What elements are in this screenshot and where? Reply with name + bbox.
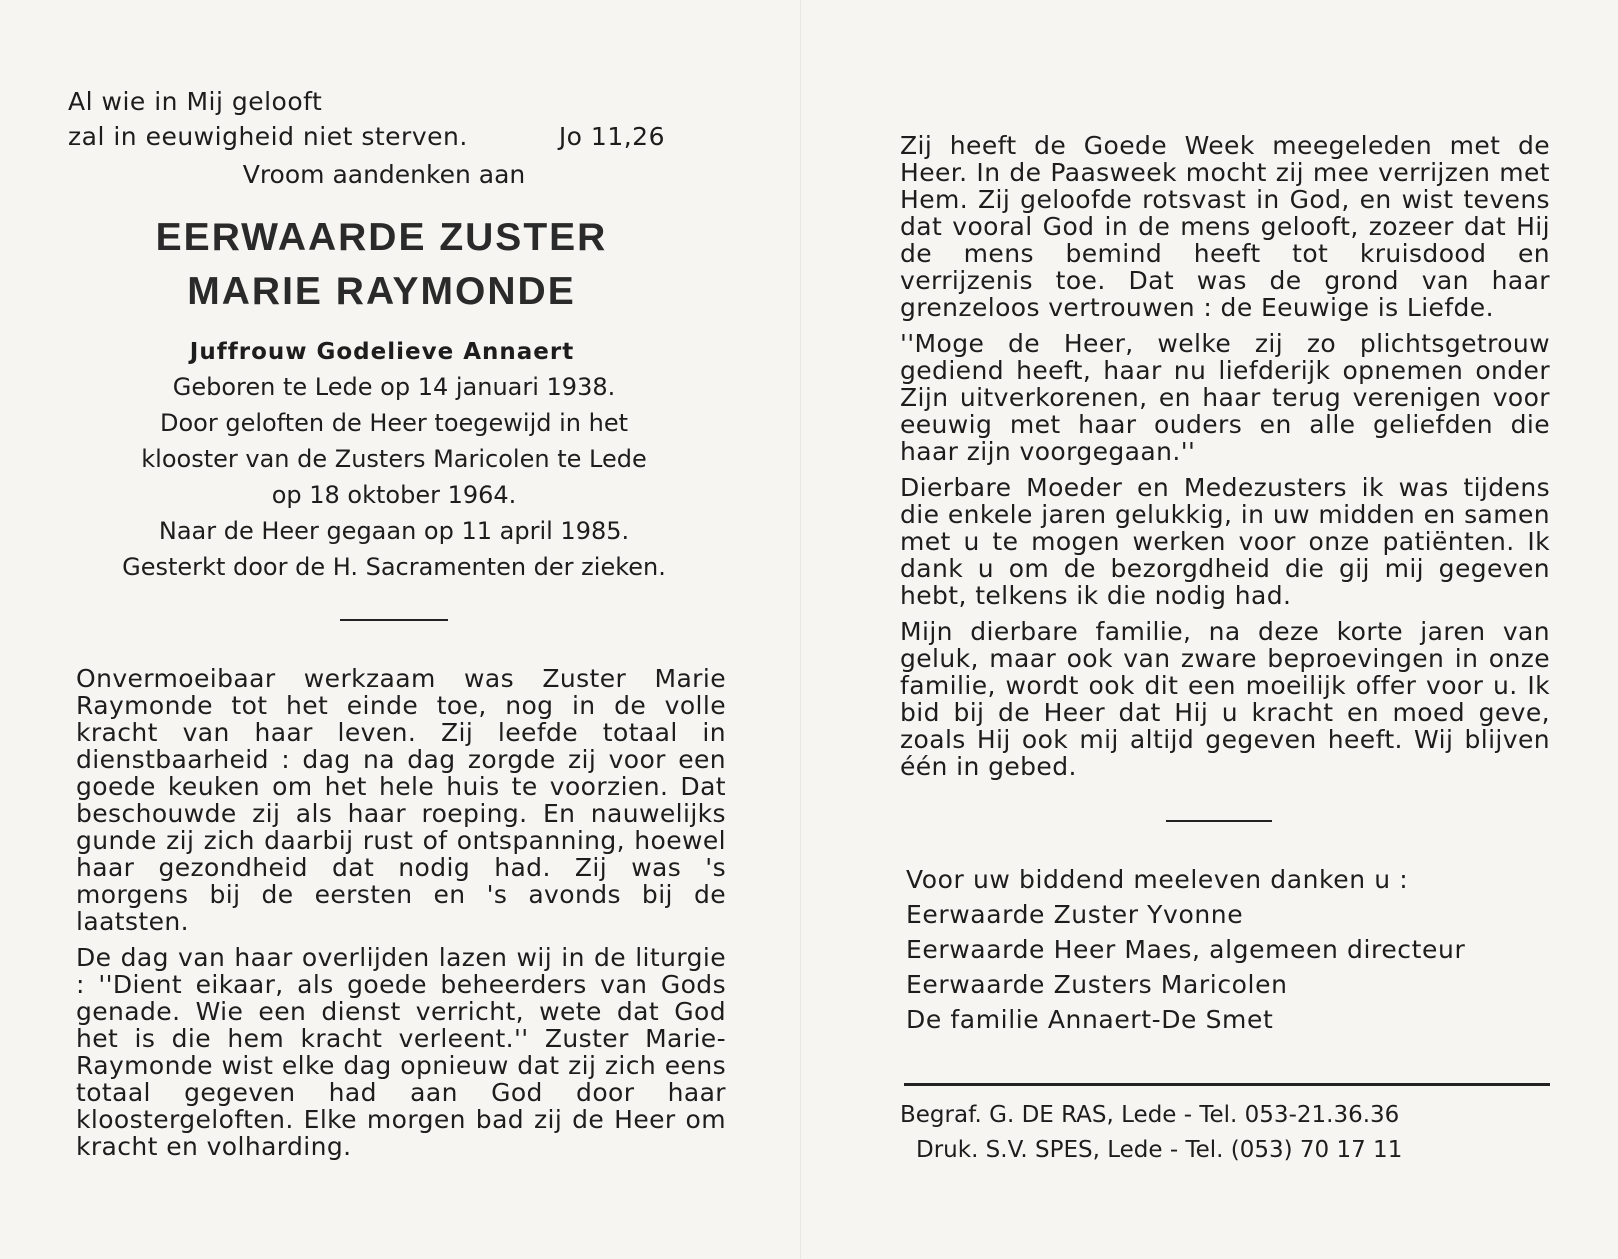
fact-line: klooster van de Zusters Maricolen te Lede — [141, 445, 647, 473]
name-line-1: EERWAARDE ZUSTER — [155, 216, 608, 259]
paragraph: Onvermoeibaar werkzaam was Zuster Marie Raymonde tot het einde toe, nog in de volle kracht van haar leven. Zij leefde totaal in dienstbaarheid : dag na dag zorgde zij voor een goede keuken om het hele huis te voorzien. Dat beschouwde zij als haar roeping. En nauwelijks gunde zij zich daarbij rust of ontspanning, hoewel haar gezondheid dat nodig had. Zij was 's morgens bij de eersten en 's avonds bij de laatsten. — [76, 664, 726, 936]
deceased-title — [43, 211, 720, 319]
printer-credits — [900, 1098, 1550, 1168]
quote-line-2 — [68, 119, 720, 154]
thanks-line: Eerwaarde Zuster Yvonne — [906, 900, 1244, 929]
thanks-line: Eerwaarde Heer Maes, algemeen directeur — [906, 935, 1466, 964]
left-panel — [68, 84, 726, 1169]
fact-line: Door geloften de Heer toegewijd in het — [159, 409, 629, 437]
printer-line: Druk. S.V. SPES, Lede - Tel. (053) 70 17 11 — [916, 1137, 1403, 1163]
bible-quote — [68, 84, 720, 154]
right-text — [900, 132, 1550, 780]
left-text — [76, 665, 726, 1160]
paragraph: Mijn dierbare familie, na deze korte jaren van geluk, maar ook van zware beproevingen in onze familie, wordt ook dit een moeilijk offer voor u. Ik bid bij de Heer dat Hij u kracht en moed geve, zoals Hij ook mij altijd gegeven heeft. Wij blijven één in gebed. — [900, 617, 1550, 781]
quote-text: zal in eeuwigheid niet sterven. — [68, 122, 468, 151]
divider — [1166, 820, 1272, 822]
paragraph: ''Moge de Heer, welke zij zo plichtsgetrouw gediend heeft, haar nu liefderijk opnemen onder Zijn uitverkorenen, en haar terug verenigen voor eeuwig met haar ouders en alle geliefden die haar zijn voorgegaan.'' — [900, 329, 1550, 466]
fact-line: op 18 oktober 1964. — [271, 481, 517, 509]
fact-line: Geboren te Lede op 14 januari 1938. — [172, 373, 616, 401]
thanks-line: Eerwaarde Zusters Maricolen — [906, 970, 1288, 999]
quote-reference: Jo 11,26 — [558, 122, 665, 151]
name-line-2: MARIE RAYMONDE — [187, 270, 576, 313]
thanks-line: Voor uw biddend meeleven danken u : — [906, 865, 1409, 894]
thanks-line: De familie Annaert-De Smet — [906, 1005, 1274, 1034]
civil-name: Juffrouw Godelieve Annaert — [189, 339, 575, 365]
right-panel — [900, 132, 1550, 1168]
paragraph: Zij heeft de Goede Week meegeleden met de Heer. In de Paasweek mocht zij mee verrijzen met Hem. Zij geloofde rotsvast in God, en wist tevens dat vooral God in de mens gelooft, zozeer dat Hij de mens bemind heeft tot kruisdood en verrijzenis toe. Dat was de grond van haar grenzeloos vertrouwen : de Eeuwige is Liefde. — [900, 131, 1550, 322]
paragraph: Dierbare Moeder en Medezusters ik was tijdens die enkele jaren gelukkig, in uw midden en samen met u te mogen werken voor onze patiënten. Ik dank u om de bezorgdheid die gij mij gegeven hebt, telkens ik die nodig had. — [900, 473, 1550, 610]
life-facts — [68, 369, 720, 585]
thanks-list — [906, 862, 1550, 1037]
fold-line — [800, 0, 801, 1259]
footer-rule — [904, 1083, 1550, 1086]
fact-line: Naar de Heer gegaan op 11 april 1985. — [158, 517, 630, 545]
quote-line-1: Al wie in Mij gelooft — [68, 87, 323, 116]
intro-text: Vroom aandenken aan — [242, 160, 526, 189]
fact-line: Gesterkt door de H. Sacramenten der zieken. — [122, 553, 666, 581]
paragraph: De dag van haar overlijden lazen wij in de liturgie : ''Dient eikaar, als goede beheerders van Gods genade. Wie een dienst verricht, wete dat God het is die hem kracht verleent.'' Zuster Marie-Raymonde wist elke dag opnieuw dat zij zich eens totaal gegeven had aan God door haar kloostergeloften. Elke morgen bad zij de Heer om kracht en volharding. — [76, 943, 726, 1161]
undertaker-line: Begraf. G. DE RAS, Lede - Tel. 053-21.36.36 — [900, 1102, 1400, 1128]
divider — [340, 619, 448, 621]
